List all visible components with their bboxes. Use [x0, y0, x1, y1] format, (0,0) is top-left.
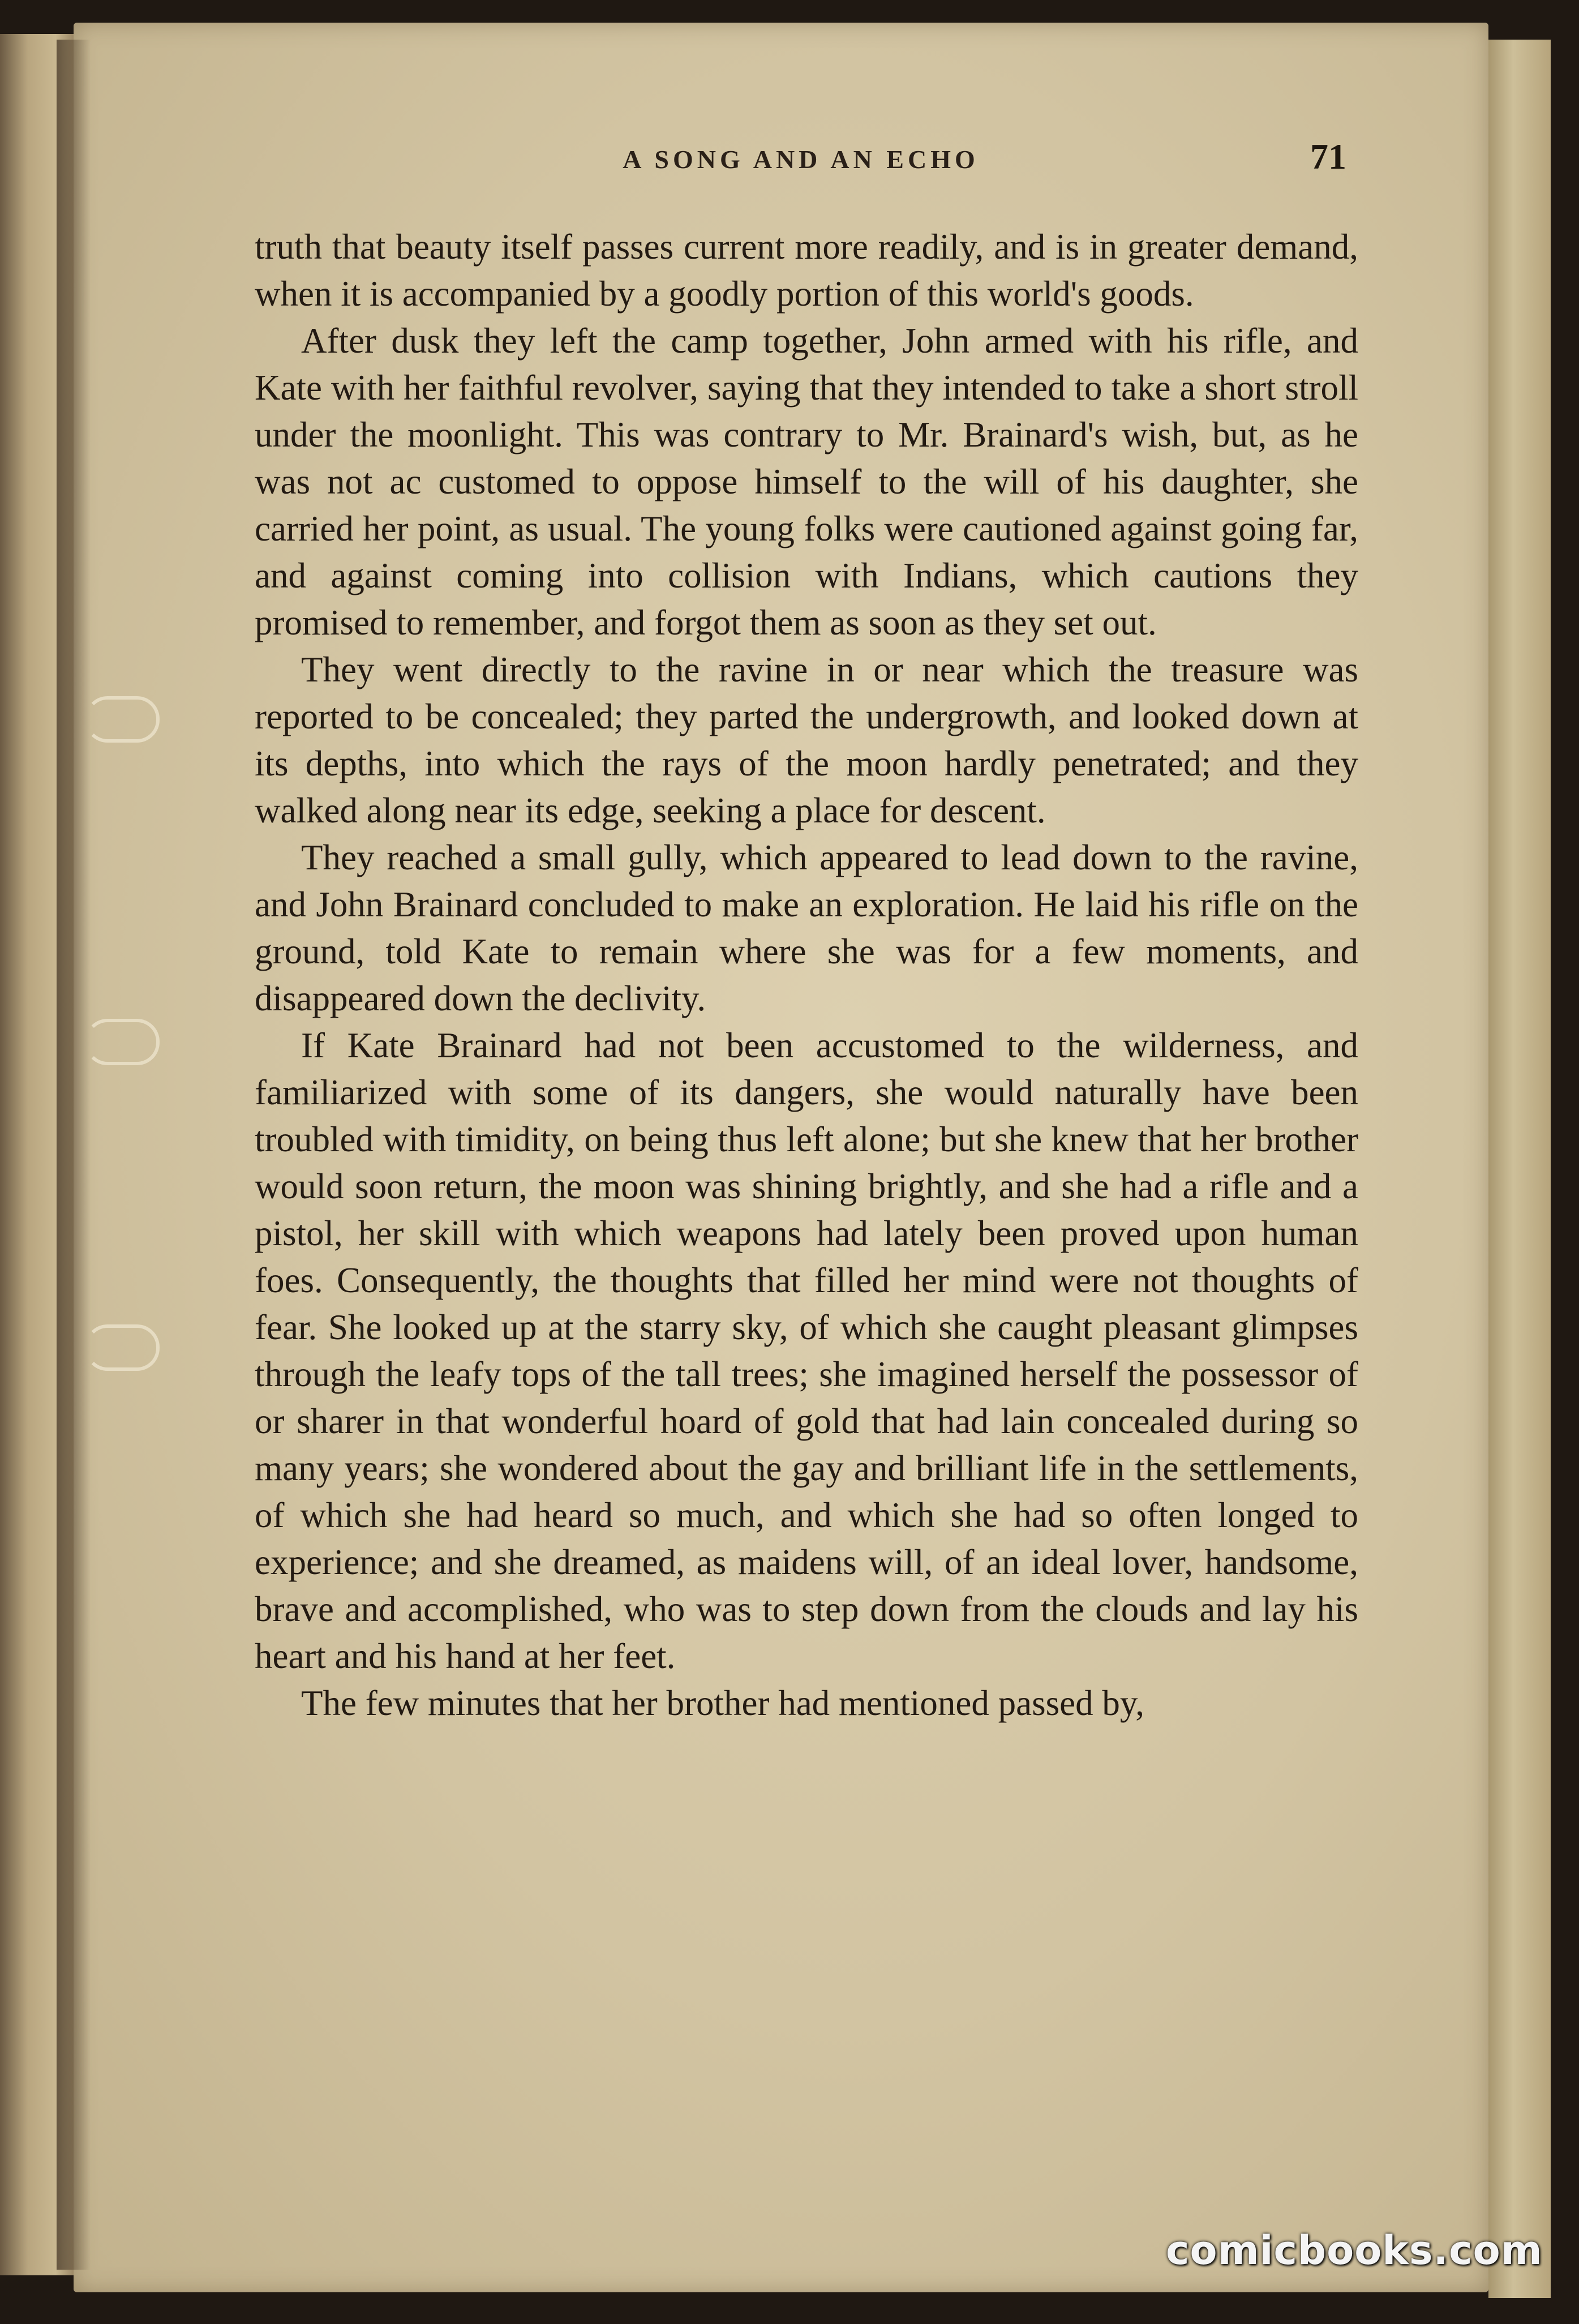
paragraph: If Kate Brainard had not been accustomed to the wilderness, and familiarized with some of its dangers, she would naturally have been troubled with timidity, on being thus left alone; but she knew that her brother would soon return, the moon was shining brightly, and she had a rifle and a pistol, her skill with which weapons had lately been proved upon human foes. Consequently, the thoughts that filled her mind were not thoughts of fear. She looked up at the starry sky, of which she caught pleasant glimpses through the leafy tops of the tall trees; she imagined herself the possessor of or sharer in that wonderful hoard of gold that had lain concealed during so many years; she wondered about the gay and brilliant life in the settlements, of which she had heard so much, and which she had so often longed to experience; and she dreamed, as maidens will, of an ideal lover, handsome, brave and accomplished, who was to step down from the clouds and lay his heart and his hand at her feet.: [255, 1026, 1358, 1676]
binding-thread: [85, 1324, 160, 1371]
page-number: 71: [1310, 136, 1346, 177]
body-text: [255, 224, 1358, 1727]
site-watermark: comicbooks.com: [1166, 2227, 1543, 2274]
binding-gutter: [57, 40, 91, 2270]
paragraph: The few minutes that her brother had mentioned passed by,: [301, 1683, 1144, 1723]
paragraph: They reached a small gully, which appeared to lead down to the ravine, and John Brainard concluded to make an exploration. He laid his rifle on the ground, told Kate to remain where she was for a few moments, and disappeared down the declivity.: [255, 838, 1358, 1018]
running-title: A SONG AND AN ECHO: [623, 145, 979, 174]
right-page-edge: [1488, 40, 1551, 2298]
binding-thread: [85, 1019, 160, 1065]
binding-thread: [85, 696, 160, 743]
paragraph: They went directly to the ravine in or near which the treasure was reported to be concealed; they parted the undergrowth, and looked down at its depths, into which the rays of the moon hardly penetrated; and they walked along near its edge, seeking a place for descent.: [255, 650, 1358, 830]
paragraph: After dusk they left the camp together, John armed with his rifle, and Kate with her faithful revolver, saying that they intended to take a short stroll under the moonlight. This was contrary to Mr. Brainard's wish, but, as he was not ac customed to oppose himself to the will of his daughter, she carried her point, as usual. The young folks were cautioned against going far, and against coming into collision with Indians, which cautions they promised to remember, and forgot them as soon as they set out.: [255, 321, 1358, 642]
paragraph: truth that beauty itself passes current more readily, and is in greater demand, when it is accompanied by a goodly portion of this world's goods.: [255, 227, 1358, 314]
